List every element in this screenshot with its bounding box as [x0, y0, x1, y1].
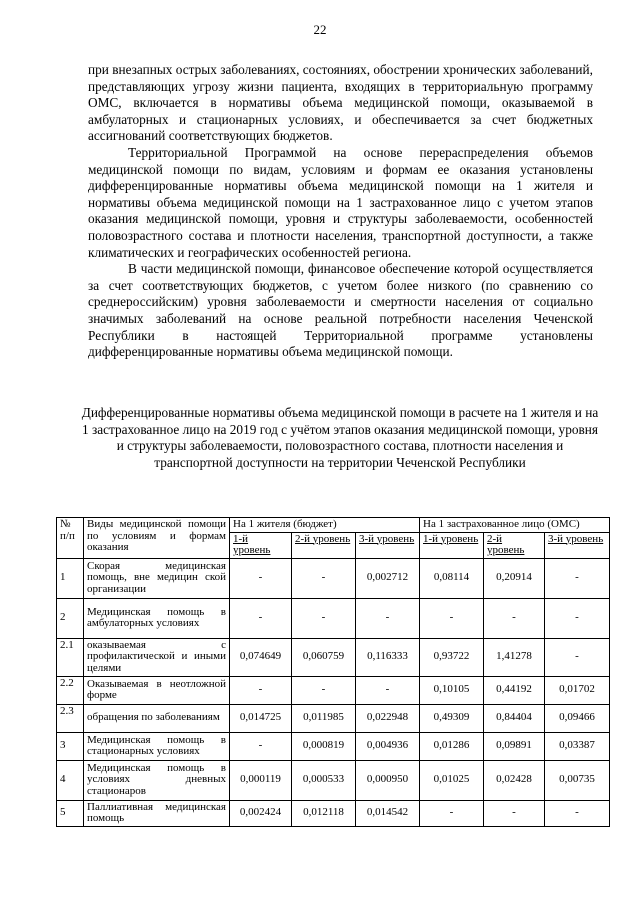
- row-num: 2.1: [57, 638, 84, 676]
- row-value: -: [484, 800, 545, 826]
- row-value: 0,01025: [420, 760, 484, 800]
- row-value: -: [356, 676, 420, 704]
- body-text: [88, 62, 593, 361]
- row-value: -: [230, 558, 292, 598]
- row-num: 2.2: [57, 676, 84, 704]
- row-value: 0,02428: [484, 760, 545, 800]
- row-value: 0,49309: [420, 704, 484, 732]
- row-num: 2: [57, 598, 84, 638]
- table-title: Дифференцированные нормативы объема медицинской помощи в расчете на 1 жителя и на 1 застрахованное лицо на 2019 год с учётом этапов оказания медицинской помощи, уровня и структуры заболеваемости, половозрастного состава, плотности населения и транспортной доступности на территории Чеченской Республики: [81, 405, 599, 470]
- header-level: 3-й уровень: [356, 532, 420, 558]
- table-row: [57, 760, 610, 800]
- row-value: 0,09466: [545, 704, 610, 732]
- row-value: 0,012118: [292, 800, 356, 826]
- row-name: обращения по заболеваниям: [84, 704, 230, 732]
- row-num: 3: [57, 732, 84, 760]
- header-oms-group: На 1 застрахованное лицо (ОМС): [420, 518, 610, 533]
- row-name: Скорая медицинская помощь, вне медицин ской организации: [84, 558, 230, 598]
- row-value: -: [420, 800, 484, 826]
- row-num: 4: [57, 760, 84, 800]
- row-value: 0,09891: [484, 732, 545, 760]
- row-value: 0,000533: [292, 760, 356, 800]
- row-name: Медицинская помощь в амбулаторных условиях: [84, 598, 230, 638]
- row-value: 0,060759: [292, 638, 356, 676]
- row-num: 1: [57, 558, 84, 598]
- table-row: [57, 638, 610, 676]
- row-value: 0,014725: [230, 704, 292, 732]
- header-type: Виды медицинской помощи по условиям и формам оказания: [84, 518, 230, 559]
- row-name: Паллиативная медицинская помощь: [84, 800, 230, 826]
- row-value: 0,01286: [420, 732, 484, 760]
- table-row: [57, 598, 610, 638]
- row-value: 0,014542: [356, 800, 420, 826]
- row-value: -: [230, 598, 292, 638]
- row-value: -: [292, 598, 356, 638]
- paragraph: при внезапных острых заболеваниях, состояниях, обострении хронических заболеваний, представляющих угрозу жизни пациента, входящих в территориальную программу ОМС, включается в нормативы объема медицинской помощи, оказываемой в амбулаторных и стационарных условиях, и обеспечивается за счет бюджетных ассигнований соответствующих бюджетов.: [88, 62, 593, 144]
- row-value: 0,44192: [484, 676, 545, 704]
- row-value: 0,08114: [420, 558, 484, 598]
- header-num: № п/п: [57, 518, 84, 559]
- row-name: Оказываемая в неотложной форме: [84, 676, 230, 704]
- row-value: 0,000119: [230, 760, 292, 800]
- row-value: -: [356, 598, 420, 638]
- row-value: 0,011985: [292, 704, 356, 732]
- table-header-row: [57, 518, 610, 533]
- header-level: 1-й уровень: [420, 532, 484, 558]
- page-number: 22: [313, 22, 327, 37]
- row-value: 0,074649: [230, 638, 292, 676]
- row-value: 0,000950: [356, 760, 420, 800]
- header-budget-group: На 1 жителя (бюджет): [230, 518, 420, 533]
- row-value: -: [230, 676, 292, 704]
- row-value: 0,93722: [420, 638, 484, 676]
- row-value: 0,002712: [356, 558, 420, 598]
- row-value: -: [545, 558, 610, 598]
- row-value: 0,004936: [356, 732, 420, 760]
- row-value: -: [230, 732, 292, 760]
- row-value: 0,01702: [545, 676, 610, 704]
- table-row: [57, 800, 610, 826]
- row-value: -: [545, 638, 610, 676]
- row-name: оказываемая с профилактической и иными целями: [84, 638, 230, 676]
- row-value: -: [292, 676, 356, 704]
- header-level: 1-й уровень: [230, 532, 292, 558]
- row-num: 2.3: [57, 704, 84, 732]
- row-value: 1,41278: [484, 638, 545, 676]
- row-value: 0,84404: [484, 704, 545, 732]
- header-level: 3-й уровень: [545, 532, 610, 558]
- table-row: [57, 732, 610, 760]
- header-level: 2-й уровень: [484, 532, 545, 558]
- row-value: 0,00735: [545, 760, 610, 800]
- row-value: -: [292, 558, 356, 598]
- row-value: 0,116333: [356, 638, 420, 676]
- table-row: [57, 676, 610, 704]
- row-value: 0,000819: [292, 732, 356, 760]
- header-level: 2-й уровень: [292, 532, 356, 558]
- row-value: 0,022948: [356, 704, 420, 732]
- row-value: -: [484, 598, 545, 638]
- row-name: Медицинская помощь в стационарных условиях: [84, 732, 230, 760]
- row-num: 5: [57, 800, 84, 826]
- row-value: 0,20914: [484, 558, 545, 598]
- table-row: [57, 558, 610, 598]
- row-value: -: [420, 598, 484, 638]
- row-value: 0,10105: [420, 676, 484, 704]
- row-value: -: [545, 598, 610, 638]
- row-value: -: [545, 800, 610, 826]
- row-value: 0,002424: [230, 800, 292, 826]
- paragraph: Территориальной Программой на основе перераспределения объемов медицинской помощи по видам, условиям и формам ее оказания установлены дифференцированные нормативы объема медицинской помощи на 1 жителя и нормативы объема медицинской помощи на 1 застрахованное лицо с учетом этапов оказания медицинской помощи, уровня и структуры заболеваемости, особенностей половозрастного состава и плотности населения, транспортной доступности, а также климатических и географических особенностей региона.: [88, 144, 593, 260]
- row-value: 0,03387: [545, 732, 610, 760]
- paragraph: В части медицинской помощи, финансовое обеспечение которой осуществляется за счет соответствующих бюджетов, с учетом более низкого (по сравнению со среднероссийским) уровня заболеваемости и смертности населения от социально значимых заболеваний на основе реальной потребности населения Чеченской Республики в настоящей Территориальной программе установлены дифференцированные нормативы объема медицинской помощи.: [88, 261, 593, 360]
- table-row: [57, 704, 610, 732]
- row-name: Медицинская помощь в условиях дневных стационаров: [84, 760, 230, 800]
- norms-table: [56, 517, 610, 827]
